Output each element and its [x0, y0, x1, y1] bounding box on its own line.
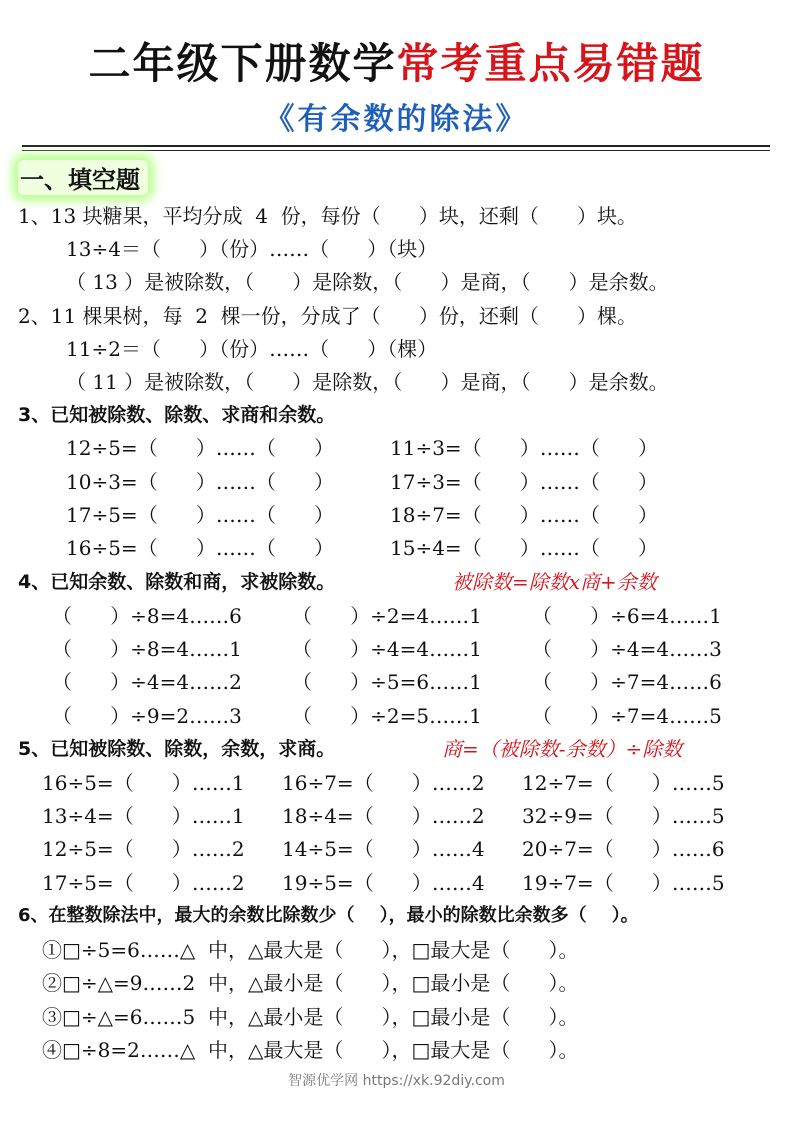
q2-line-1: 2、11 棵果树，每 2 棵一份，分成了（ ）份，还剩（ ）棵。 [18, 304, 637, 328]
q4-col3-item: （ ）÷4=4……3 [532, 637, 722, 661]
q4-col1-item: （ ）÷8=4……6 [52, 604, 242, 628]
q5-col2-item: 16÷7=（ ）……2 [282, 771, 485, 795]
q3-left-item: 16÷5=（ ）……（ ） [66, 536, 334, 560]
q3-right-item: 18÷7=（ ）……（ ） [390, 503, 658, 527]
page-subtitle: 《有余数的除法》 [264, 102, 529, 137]
q6-item: ②□÷△=9……2 中，△最小是（ ），□最小是（ ）。 [42, 971, 579, 995]
q3-right-item: 17÷3=（ ）……（ ） [390, 470, 658, 494]
q5-heading: 5、已知被除数、除数，余数，求商。 [18, 738, 336, 760]
q4-col3-item: （ ）÷7=4……5 [532, 704, 722, 728]
q6-item: ③□÷△=6……5 中，△最小是（ ），□最小是（ ）。 [42, 1005, 579, 1029]
q2-line-2: 11÷2＝（ ）（份）……（ ）（棵） [66, 337, 438, 361]
q5-col1-item: 17÷5=（ ）……2 [42, 871, 245, 895]
q4-col3-item: （ ）÷7=4……6 [532, 670, 722, 694]
q1-line-1: 1、13 块糖果，平均分成 4 份，每份（ ）块，还剩（ ）块。 [18, 204, 637, 228]
q3-heading: 3、已知被除数、除数、求商和余数。 [18, 404, 336, 426]
q5-col3-item: 19÷7=（ ）……5 [522, 871, 725, 895]
q4-col2-item: （ ）÷4=4……1 [292, 637, 482, 661]
q5-col2-item: 14÷5=（ ）……4 [282, 837, 485, 861]
q3-left-item: 12÷5=（ ）……（ ） [66, 436, 334, 460]
title-rule-thin [22, 150, 770, 151]
q5-col2-item: 18÷4=（ ）……2 [282, 804, 485, 828]
q3-right-item: 15÷4=（ ）……（ ） [390, 536, 658, 560]
q4-col3-item: （ ）÷6=4……1 [532, 604, 722, 628]
q4-col2-item: （ ）÷2=5……1 [292, 704, 482, 728]
q5-col1-item: 13÷4=（ ）……1 [42, 804, 245, 828]
q6-item: ①□÷5=6……△ 中，△最大是（ ），□最大是（ ）。 [42, 938, 579, 962]
q3-right-item: 11÷3=（ ）……（ ） [390, 436, 658, 460]
q3-left-item: 10÷3=（ ）……（ ） [66, 470, 334, 494]
q6-heading: 6、在整数除法中，最大的余数比除数少（ ），最小的除数比余数多（ ）。 [18, 905, 639, 926]
q5-col3-item: 32÷9=（ ）……5 [522, 804, 725, 828]
q3-left-item: 17÷5=（ ）……（ ） [66, 503, 334, 527]
title-red: 常考重点易错题 [396, 39, 705, 88]
q5-col1-item: 12÷5=（ ）……2 [42, 837, 245, 861]
title-rule-thick [22, 145, 770, 147]
q5-col3-item: 12÷7=（ ）……5 [522, 771, 725, 795]
q4-col1-item: （ ）÷8=4……1 [52, 637, 242, 661]
q4-col1-item: （ ）÷9=2……3 [52, 704, 242, 728]
q4-heading: 4、已知余数、除数和商，求被除数。 [18, 571, 336, 593]
q5-formula-note: 商=（被除数-余数）÷除数 [442, 737, 683, 761]
q6-item: ④□÷8=2……△ 中，△最大是（ ），□最大是（ ）。 [42, 1038, 579, 1062]
q5-col1-item: 16÷5=（ ）……1 [42, 771, 245, 795]
q4-col1-item: （ ）÷4=4……2 [52, 670, 242, 694]
title-black: 二年级下册数学 [88, 39, 397, 88]
q4-col2-item: （ ）÷2=4……1 [292, 604, 482, 628]
q5-col3-item: 20÷7=（ ）……6 [522, 837, 725, 861]
section-heading-fill-in: 一、填空题 [18, 160, 148, 195]
q1-line-3: （ 13 ）是被除数，（ ）是除数，（ ）是商，（ ）是余数。 [66, 270, 669, 294]
q4-formula-note: 被除数=除数x商+余数 [452, 570, 657, 594]
footer-watermark: 智源优学网 https://xk.92diy.com [288, 1073, 505, 1089]
page-title [0, 36, 793, 92]
q2-line-3: （ 11 ）是被除数，（ ）是除数，（ ）是商，（ ）是余数。 [66, 370, 669, 394]
q1-line-2: 13÷4＝（ ）（份）……（ ）（块） [66, 237, 438, 261]
q5-col2-item: 19÷5=（ ）……4 [282, 871, 485, 895]
q4-col2-item: （ ）÷5=6……1 [292, 670, 482, 694]
